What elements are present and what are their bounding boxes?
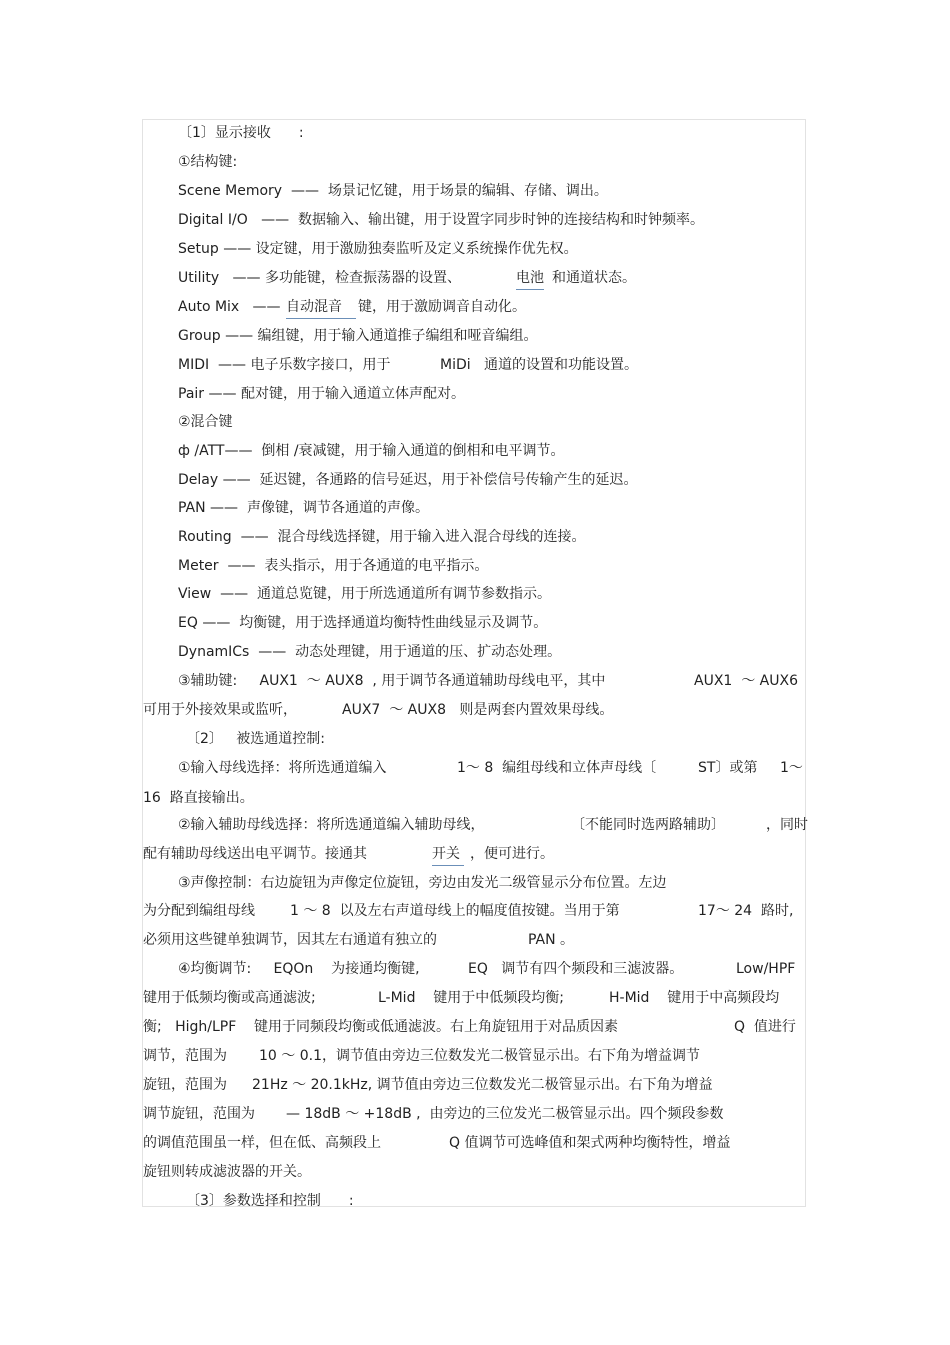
eq-line2-b: L-Mid 键用于中低频段均衡;	[378, 990, 564, 1006]
key-utility: Utility —— 多功能键，检查振荡器的设置、	[178, 270, 461, 286]
key-dynamics: DynamICs —— 动态处理键，用于通道的压、扩动态处理。	[178, 644, 562, 660]
pan-control-line3: 必须用这些键单独调节，因其左右通道有独立的	[143, 932, 437, 948]
eq-line7: 的调值范围虽一样，但在低、高频段上	[143, 1135, 381, 1151]
key-pair: Pair —— 配对键，用于输入通道立体声配对。	[178, 386, 465, 402]
heading-parameter-select: 〔3〕参数选择和控制 :	[186, 1193, 354, 1209]
link-battery[interactable]: 电池	[516, 268, 544, 290]
eq-line4: 调节，范围为	[143, 1048, 227, 1064]
aux-bus-line1: ②输入辅助母线选择：将所选通道编入辅助母线，	[178, 817, 485, 833]
key-scene-memory: Scene Memory —— 场景记忆键，用于场景的编辑、存储、调出。	[178, 183, 608, 199]
link-auto-mix[interactable]: 自动混音	[286, 297, 356, 319]
eq-line3: 衡; High/LPF 键用于同频段均衡或低通滤波。右上角旋钮用于对品质因素	[143, 1019, 619, 1035]
key-midi: MIDI —— 电子乐数字接口，用于	[178, 357, 391, 373]
eq-line5: 旋钮，范围为	[143, 1077, 227, 1093]
eq-line5-b: 21Hz ～ 20.1kHz, 调节值由旁边三位数发光二极管显示出。右下角为增益	[252, 1077, 713, 1093]
aux-bus-line1-b: 〔不能同时选两路辅助〕	[571, 817, 725, 833]
key-eq: EQ —— 均衡键，用于选择通道均衡特性曲线显示及调节。	[178, 615, 548, 631]
subheading-mix-keys: ②混合键	[178, 414, 233, 430]
aux-keys-line1-tail: AUX1 ～ AUX6	[694, 673, 798, 689]
key-phase-att: ф /ATT—— 倒相 /衰减键，用于输入通道的倒相和电平调节。	[178, 443, 565, 459]
heading-display-receive: 〔1〕显示接收 :	[178, 125, 304, 141]
eq-line1-b: EQ 调节有四个频段和三滤波器。	[468, 961, 684, 977]
eq-line2: 键用于低频均衡或高通滤波;	[143, 990, 316, 1006]
subheading-structure-keys: ①结构键:	[178, 154, 238, 170]
link-switch[interactable]: 开关	[432, 844, 464, 866]
eq-line3-b: Q 值进行	[734, 1019, 796, 1035]
key-utility-tail: 和通道状态。	[552, 270, 636, 286]
eq-line6-b: — 18dB ～ +18dB , 由旁边的三位发光二极管显示出。四个频段参数	[286, 1106, 724, 1122]
pan-control-line1: ③声像控制：右边旋钮为声像定位旋钮，旁边由发光二级管显示分布位置。左边	[178, 875, 667, 891]
key-midi-tail: MiDi 通道的设置和功能设置。	[440, 357, 638, 373]
input-bus-line2: 16 路直接输出。	[143, 790, 254, 806]
pan-control-line2-b: 1 ～ 8 以及左右声道母线上的幅度值按键。当用于第	[290, 903, 620, 919]
key-group: Group —— 编组键，用于输入通道推子编组和哑音编组。	[178, 328, 538, 344]
key-view: View —— 通道总览键，用于所选通道所有调节参数指示。	[178, 586, 552, 602]
eq-line1-c: Low/HPF	[736, 961, 796, 977]
input-bus-line1-c: ST〕或第	[698, 760, 758, 776]
eq-line4-b: 10 ～ 0.1，调节值由旁边三位数发光二极管显示出。右下角为增益调节	[259, 1048, 700, 1064]
key-delay: Delay —— 延迟键，各通路的信号延迟，用于补偿信号传输产生的延迟。	[178, 472, 638, 488]
aux-keys-line2-tail: AUX7 ～ AUX8 则是两套内置效果母线。	[342, 702, 614, 718]
input-bus-line1: ①输入母线选择：将所选通道编入	[178, 760, 387, 776]
key-routing: Routing —— 混合母线选择键，用于输入进入混合母线的连接。	[178, 529, 586, 545]
aux-keys-line2: 可用于外接效果或监听，	[143, 702, 297, 718]
pan-control-line3-b: PAN 。	[528, 932, 575, 948]
eq-line6: 调节旋钮，范围为	[143, 1106, 255, 1122]
input-bus-line1-d: 1～	[780, 760, 803, 776]
aux-bus-line2: 配有辅助母线送出电平调节。接通其	[143, 846, 367, 862]
pan-control-line2-c: 17～ 24 路时,	[698, 903, 794, 919]
heading-selected-channel: 〔2〕 被选通道控制:	[186, 731, 325, 747]
key-meter: Meter —— 表头指示，用于各通道的电平指示。	[178, 558, 489, 574]
key-pan: PAN —— 声像键，调节各通道的声像。	[178, 500, 429, 516]
eq-line8: 旋钮则转成滤波器的开关。	[143, 1164, 311, 1180]
aux-bus-line2-tail: ，便可进行。	[470, 846, 554, 862]
eq-line2-c: H-Mid 键用于中高频段均	[609, 990, 780, 1006]
aux-keys-line1: ③辅助键: AUX1 ～ AUX8 , 用于调节各通道辅助母线电平，其中	[178, 673, 606, 689]
input-bus-line1-b: 1～ 8 编组母线和立体声母线〔	[457, 760, 657, 776]
eq-line1: ④均衡调节: EQOn 为接通均衡键,	[178, 961, 420, 977]
key-setup: Setup —— 设定键，用于激励独奏监听及定义系统操作优先权。	[178, 241, 578, 257]
key-auto-mix: Auto Mix ——	[178, 299, 281, 315]
eq-line7-b: Q 值调节可选峰值和架式两种均衡特性，增益	[449, 1135, 731, 1151]
key-auto-mix-tail: 键，用于激励调音自动化。	[358, 299, 526, 315]
aux-bus-line1-c: ，同时	[766, 817, 808, 833]
pan-control-line2: 为分配到编组母线	[143, 903, 255, 919]
key-digital-io: Digital I/O —— 数据输入、输出键，用于设置字同步时钟的连接结构和时钟频率。	[178, 212, 704, 228]
